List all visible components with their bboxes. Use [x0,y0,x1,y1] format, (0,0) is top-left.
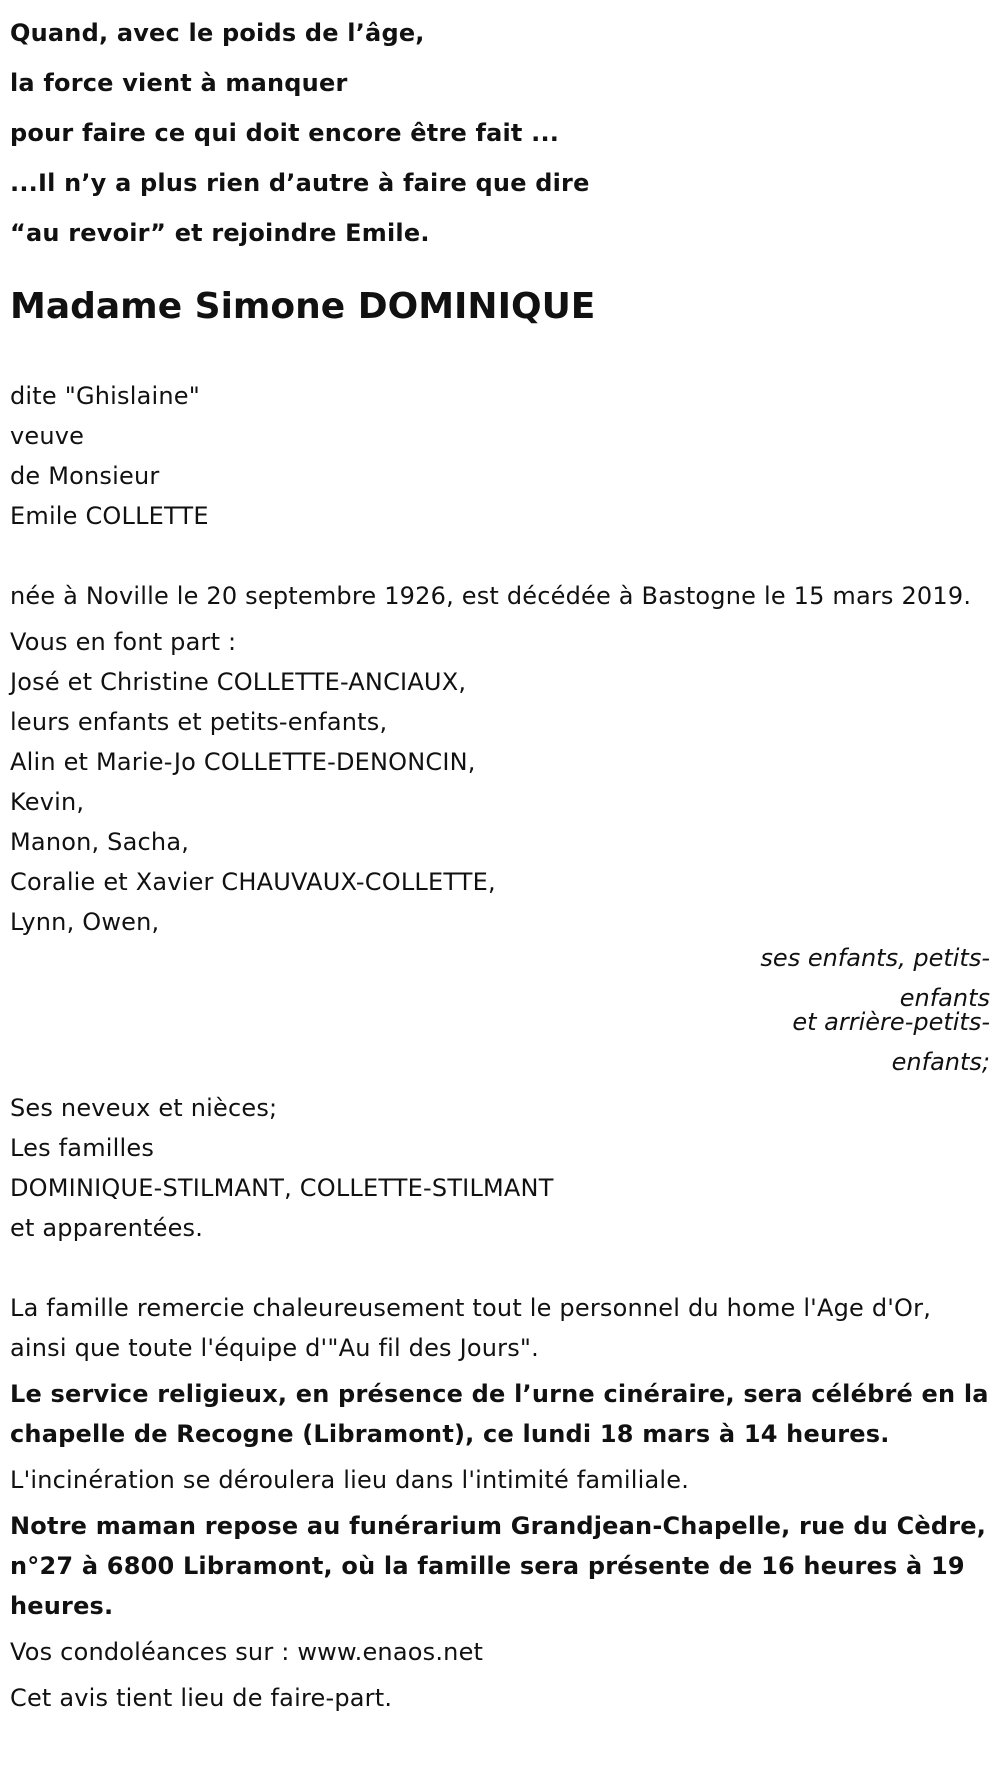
identity-line: veuve [10,422,85,450]
family-line: Coralie et Xavier CHAUVAUX-COLLETTE, [10,868,496,896]
family-line: Alin et Marie-Jo COLLETTE-DENONCIN, [10,748,476,776]
cremation-text: L'incinération se déroulera lieu dans l'intimité familiale. [10,1466,690,1494]
identity-line: Emile COLLETTE [10,502,209,530]
family-role-line: enfants; [891,1048,990,1076]
family-block [10,622,990,942]
family-line: Manon, Sacha, [10,828,190,856]
extended-family-block [10,1088,990,1248]
identity-block [10,376,990,536]
identity-line: dite "Ghislaine" [10,382,200,410]
identity-line: de Monsieur [10,462,160,490]
poem-line: Quand, avec le poids de l’âge, [10,19,425,47]
extended-family-line: DOMINIQUE-STILMANT, COLLETTE-STILMANT [10,1174,554,1202]
family-role-line: et arrière-petits- [792,1008,990,1036]
extended-family-line: Les familles [10,1134,155,1162]
service-text: Le service religieux, en présence de l’urne cinéraire, sera célébré en la chapelle de Recogne (Libramont), ce lundi 18 mars à 14 heures. [10,1380,989,1448]
extended-family-line: Ses neveux et nièces; [10,1094,278,1122]
birth-death-text: née à Noville le 20 septembre 1926, est décédée à Bastogne le 15 mars 2019. [10,582,972,610]
thanks-text: La famille remercie chaleureusement tout le personnel du home l'Age d'Or, ainsi que toute l'équipe d'"Au fil des Jours". [10,1294,932,1362]
family-role-line: ses enfants, petits- [760,944,990,972]
poem-line: ...Il n’y a plus rien d’autre à faire que dire [10,169,590,197]
family-line: José et Christine COLLETTE-ANCIAUX, [10,668,467,696]
family-line: leurs enfants et petits-enfants, [10,708,388,736]
family-line: Lynn, Owen, [10,908,160,936]
poem-line: “au revoir” et rejoindre Emile. [10,219,430,247]
family-role-note [10,938,990,1082]
poem-line: la force vient à manquer [10,69,348,97]
family-line: Kevin, [10,788,85,816]
deceased-name: Madame Simone DOMINIQUE [10,286,596,327]
opening-poem [10,8,990,258]
closing-text: Cet avis tient lieu de faire-part. [10,1684,393,1712]
condolences-text: Vos condoléances sur : www.enaos.net [10,1638,484,1666]
family-role-line: enfants [899,984,990,1012]
repose-text: Notre maman repose au funérarium Grandjean-Chapelle, rue du Cèdre, n°27 à 6800 Libramont, où la famille sera présente de 16 heures à 19 heures. [10,1512,987,1620]
extended-family-line: et apparentées. [10,1214,204,1242]
family-intro: Vous en font part : [10,628,237,656]
obituary-notice [10,0,990,1718]
poem-line: pour faire ce qui doit encore être fait ... [10,119,560,147]
